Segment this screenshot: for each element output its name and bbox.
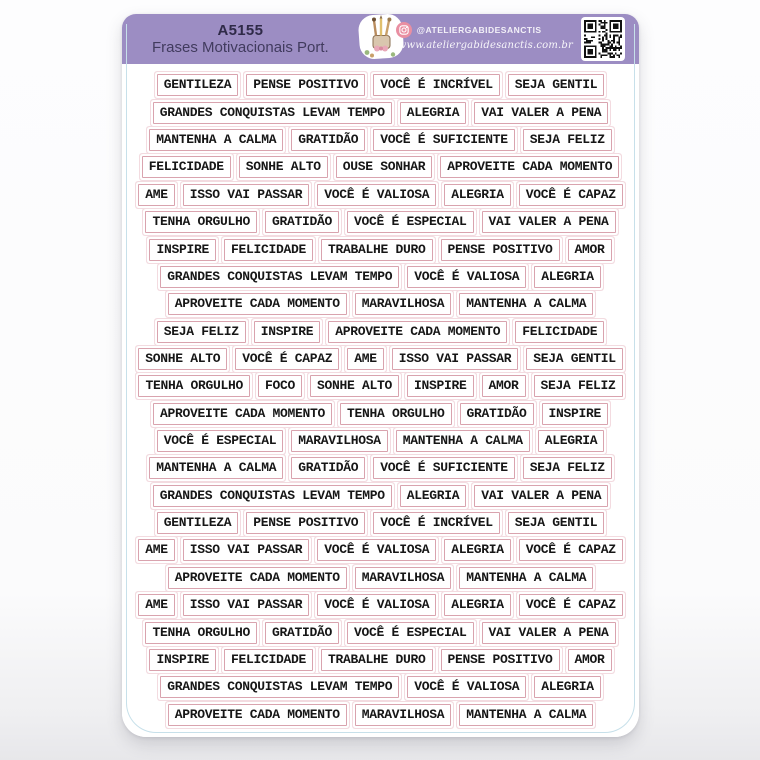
sticker-phrase: VOCÊ É VALIOSA — [407, 266, 526, 288]
sticker-row — [130, 375, 631, 397]
sticker-phrase: SONHE ALTO — [310, 375, 399, 397]
sticker-row — [130, 567, 631, 589]
sheet-title: Frases Motivacionais Port. — [152, 39, 329, 56]
sticker-row — [130, 676, 631, 698]
sticker-row — [130, 457, 631, 479]
sticker-phrase: VOCÊ É VALIOSA — [317, 539, 436, 561]
sticker-row — [130, 348, 631, 370]
sticker-phrase: TENHA ORGULHO — [145, 211, 257, 233]
sticker-phrase: GRATIDÃO — [291, 457, 365, 479]
sticker-phrase: ALEGRIA — [400, 485, 467, 507]
sticker-phrase: VOCÊ É ESPECIAL — [347, 211, 474, 233]
sticker-phrase: INSPIRE — [407, 375, 474, 397]
sticker-phrase: SEJA FELIZ — [523, 457, 612, 479]
sticker-row — [130, 539, 631, 561]
sticker-phrase: GENTILEZA — [157, 74, 239, 96]
sticker-phrase: APROVEITE CADA MOMENTO — [168, 567, 347, 589]
sticker-phrase: ALEGRIA — [534, 266, 601, 288]
sticker-phrase: SONHE ALTO — [138, 348, 227, 370]
sticker-row — [130, 102, 631, 124]
sticker-phrase: ISSO VAI PASSAR — [183, 539, 310, 561]
sticker-phrase: MANTENHA A CALMA — [149, 457, 283, 479]
sticker-phrase: AME — [138, 594, 175, 616]
sticker-phrase: GRANDES CONQUISTAS LEVAM TEMPO — [153, 485, 392, 507]
sticker-phrase: VAI VALER A PENA — [482, 622, 616, 644]
sticker-phrase: FOCO — [258, 375, 302, 397]
sticker-phrase: GRANDES CONQUISTAS LEVAM TEMPO — [153, 102, 392, 124]
sticker-phrase: FELICIDADE — [224, 649, 313, 671]
sticker-row — [130, 211, 631, 233]
sticker-phrase: VOCÊ É CAPAZ — [519, 184, 623, 206]
sticker-phrase: AME — [347, 348, 384, 370]
sticker-phrase: VOCÊ É SUFICIENTE — [373, 457, 515, 479]
sticker-phrase: APROVEITE CADA MOMENTO — [168, 704, 347, 726]
sticker-phrase: MARAVILHOSA — [355, 567, 452, 589]
sticker-phrase: GRATIDÃO — [460, 403, 534, 425]
sticker-phrase: SEJA FELIZ — [157, 321, 246, 343]
sticker-phrase: VOCÊ É INCRÍVEL — [373, 512, 500, 534]
sticker-phrase: VOCÊ É SUFICIENTE — [373, 129, 515, 151]
sticker-row — [130, 74, 631, 96]
sticker-phrase: ALEGRIA — [444, 539, 511, 561]
sticker-row — [130, 403, 631, 425]
sticker-rows — [122, 64, 639, 737]
sticker-phrase: SONHE ALTO — [239, 156, 328, 178]
sticker-phrase: MARAVILHOSA — [355, 704, 452, 726]
sticker-phrase: VOCÊ É ESPECIAL — [347, 622, 474, 644]
sticker-phrase: VOCÊ É VALIOSA — [317, 184, 436, 206]
sticker-row — [130, 266, 631, 288]
website-url: www.ateliergabidesanctis.com.br — [397, 40, 573, 51]
sticker-row — [130, 129, 631, 151]
sticker-phrase: APROVEITE CADA MOMENTO — [168, 293, 347, 315]
sticker-phrase: MARAVILHOSA — [291, 430, 388, 452]
qr-code — [581, 17, 625, 61]
sticker-phrase: VOCÊ É VALIOSA — [317, 594, 436, 616]
sticker-row — [130, 430, 631, 452]
sticker-phrase: SEJA GENTIL — [526, 348, 623, 370]
sticker-phrase: VOCÊ É CAPAZ — [519, 539, 623, 561]
sticker-phrase: AMOR — [568, 649, 612, 671]
sticker-phrase: MANTENHA A CALMA — [459, 567, 593, 589]
instagram-icon — [396, 22, 412, 38]
sticker-phrase: VAI VALER A PENA — [474, 485, 608, 507]
sticker-phrase: INSPIRE — [149, 649, 216, 671]
sticker-phrase: ISSO VAI PASSAR — [392, 348, 519, 370]
sticker-phrase: FELICIDADE — [515, 321, 604, 343]
sticker-phrase: SEJA GENTIL — [508, 512, 605, 534]
sticker-phrase: VAI VALER A PENA — [474, 102, 608, 124]
sticker-phrase: ALEGRIA — [534, 676, 601, 698]
sticker-phrase: TENHA ORGULHO — [340, 403, 452, 425]
sticker-phrase: TENHA ORGULHO — [145, 622, 257, 644]
sticker-phrase: OUSE SONHAR — [336, 156, 433, 178]
sticker-phrase: INSPIRE — [149, 239, 216, 261]
sticker-phrase: APROVEITE CADA MOMENTO — [440, 156, 619, 178]
sticker-phrase: TRABALHE DURO — [321, 239, 433, 261]
sticker-phrase: APROVEITE CADA MOMENTO — [153, 403, 332, 425]
sticker-phrase: TENHA ORGULHO — [138, 375, 250, 397]
sticker-row — [130, 704, 631, 726]
sticker-row — [130, 321, 631, 343]
sticker-phrase: GRATIDÃO — [291, 129, 365, 151]
sticker-phrase: ALEGRIA — [538, 430, 605, 452]
sticker-phrase: GRANDES CONQUISTAS LEVAM TEMPO — [160, 266, 399, 288]
sticker-phrase: ALEGRIA — [444, 594, 511, 616]
sticker-phrase: ISSO VAI PASSAR — [183, 184, 310, 206]
sticker-row — [130, 156, 631, 178]
sticker-phrase: TRABALHE DURO — [321, 649, 433, 671]
sticker-phrase: PENSE POSITIVO — [246, 74, 365, 96]
sticker-phrase: AMOR — [482, 375, 526, 397]
sticker-phrase: MARAVILHOSA — [355, 293, 452, 315]
sticker-row — [130, 239, 631, 261]
sticker-phrase: MANTENHA A CALMA — [396, 430, 530, 452]
sticker-row — [130, 485, 631, 507]
sticker-phrase: GRATIDÃO — [265, 211, 339, 233]
sticker-phrase: AME — [138, 539, 175, 561]
sticker-phrase: VOCÊ É CAPAZ — [235, 348, 339, 370]
sticker-phrase: INSPIRE — [254, 321, 321, 343]
sticker-phrase: ISSO VAI PASSAR — [183, 594, 310, 616]
instagram-handle: @ATELIERGABIDESANCTIS — [416, 25, 542, 35]
sticker-phrase: GRANDES CONQUISTAS LEVAM TEMPO — [160, 676, 399, 698]
sticker-phrase: SEJA GENTIL — [508, 74, 605, 96]
sticker-phrase: ALEGRIA — [444, 184, 511, 206]
sticker-phrase: GRATIDÃO — [265, 622, 339, 644]
sticker-phrase: VAI VALER A PENA — [482, 211, 616, 233]
sheet-header — [122, 14, 639, 64]
sticker-row — [130, 184, 631, 206]
sticker-phrase: VOCÊ É VALIOSA — [407, 676, 526, 698]
sticker-row — [130, 594, 631, 616]
sticker-phrase: SEJA FELIZ — [534, 375, 623, 397]
sheet-id-block — [152, 22, 329, 57]
sticker-phrase: GENTILEZA — [157, 512, 239, 534]
sticker-phrase: AME — [138, 184, 175, 206]
sticker-phrase: FELICIDADE — [142, 156, 231, 178]
sticker-row — [130, 649, 631, 671]
sticker-phrase: INSPIRE — [542, 403, 609, 425]
sticker-phrase: PENSE POSITIVO — [441, 649, 560, 671]
sticker-phrase: SEJA FELIZ — [523, 129, 612, 151]
sticker-phrase: MANTENHA A CALMA — [459, 704, 593, 726]
sheet-sku: A5155 — [217, 21, 264, 39]
sticker-phrase: MANTENHA A CALMA — [149, 129, 283, 151]
sticker-phrase: ALEGRIA — [400, 102, 467, 124]
sticker-row — [130, 512, 631, 534]
sticker-phrase: VOCÊ É CAPAZ — [519, 594, 623, 616]
sticker-phrase: MANTENHA A CALMA — [459, 293, 593, 315]
sticker-phrase: VOCÊ É ESPECIAL — [157, 430, 284, 452]
sticker-phrase: FELICIDADE — [224, 239, 313, 261]
sticker-sheet — [122, 14, 639, 737]
sticker-phrase: VOCÊ É INCRÍVEL — [373, 74, 500, 96]
sticker-row — [130, 293, 631, 315]
sticker-phrase: PENSE POSITIVO — [246, 512, 365, 534]
sticker-phrase: AMOR — [568, 239, 612, 261]
instagram-row — [396, 22, 542, 38]
sticker-phrase: PENSE POSITIVO — [441, 239, 560, 261]
sticker-phrase: APROVEITE CADA MOMENTO — [328, 321, 507, 343]
sticker-row — [130, 622, 631, 644]
contact-block — [396, 22, 573, 51]
